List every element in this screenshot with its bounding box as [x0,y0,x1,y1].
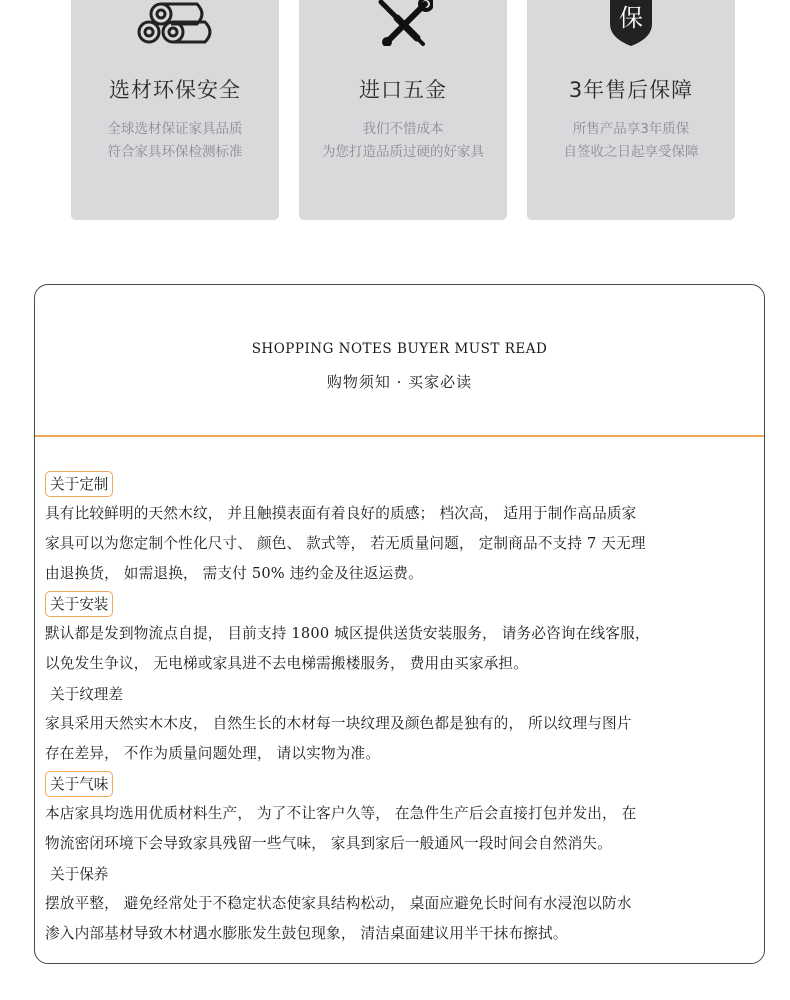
feature-desc-line: 我们不惜成本 [362,121,444,137]
section-line: 家具可以为您定制个性化尺寸、 颜色、 款式等， 若无质量问题， 定制商品不支持 7 天无理 [45,535,646,552]
feature-description [527,118,735,164]
section-heading: 关于定制 [45,471,113,497]
shopping-notes-panel [34,284,765,964]
orange-divider [35,435,764,437]
notes-section-installation [45,589,756,679]
section-line: 具有比较鲜明的天然木纹， 并且触摸表面有着良好的质感； 档次高， 适用于制作高品质家 [45,505,637,522]
section-line: 由退换货， 如需退换， 需支付 50% 违约金及往返运费。 [45,565,423,582]
notes-section-custom [45,469,756,589]
section-line: 本店家具均选用优质材料生产， 为了不让客户久等， 在急件生产后会直接打包并发出， 在 [45,805,637,822]
section-heading: 关于保养 [50,866,109,883]
feature-desc-line: 全球选材保证家具品质 [107,121,243,137]
feature-title: 3年售后保障 [568,78,694,102]
section-line: 家具采用天然实木木皮， 自然生长的木材每一块纹理及颜色都是独有的， 所以纹理与图片 [45,715,632,732]
feature-description [71,118,279,164]
feature-card-warranty [527,0,735,220]
feature-card-hardware [299,0,507,220]
section-line: 以免发生争议， 无电梯或家具进不去电梯需搬楼服务， 费用由买家承担。 [45,655,529,672]
feature-desc-line: 自签收之日起享受保障 [563,144,699,160]
notes-section-odor [45,769,756,859]
notes-title-english: SHOPPING NOTES BUYER MUST READ [251,341,548,357]
section-heading: 关于气味 [45,771,113,797]
feature-card-materials [71,0,279,220]
feature-title: 进口五金 [359,78,447,102]
section-line: 物流密闭环境下会导致家具残留一些气味， 家具到家后一般通风一段时间会自然消失。 [45,835,613,852]
wrench-screwdriver-icon [299,0,507,50]
feature-cards [0,0,790,222]
notes-title-chinese: 购物须知 · 买家必读 [326,373,473,391]
section-heading: 关于纹理差 [50,686,123,703]
feature-desc-line: 符合家具环保检测标准 [107,144,243,160]
feature-desc-line: 为您打造品质过硬的好家具 [322,144,484,160]
notes-body [45,469,756,949]
section-line: 默认都是发到物流点自提， 目前支持 1800 城区提供送货安装服务， 请务必咨询在线客服， [45,625,650,642]
wood-logs-icon [71,0,279,50]
feature-title: 选材环保安全 [109,78,241,102]
section-line: 渗入内部基材导致木材遇水膨胀发生鼓包现象， 清洁桌面建议用半干抹布擦拭。 [45,925,568,942]
section-line: 摆放平整， 避免经常处于不稳定状态使家具结构松动， 桌面应避免长时间有水浸泡以防水 [45,895,632,912]
shield-bao-icon [527,0,735,50]
section-heading: 关于安装 [45,591,113,617]
feature-description [299,118,507,164]
section-line: 存在差异， 不作为质量问题处理， 请以实物为准。 [45,745,381,762]
notes-section-texture [45,679,756,769]
notes-section-maintenance [45,859,756,949]
feature-desc-line: 所售产品享3年质保 [572,121,690,137]
shield-icon-glyph: 保 [619,4,643,32]
